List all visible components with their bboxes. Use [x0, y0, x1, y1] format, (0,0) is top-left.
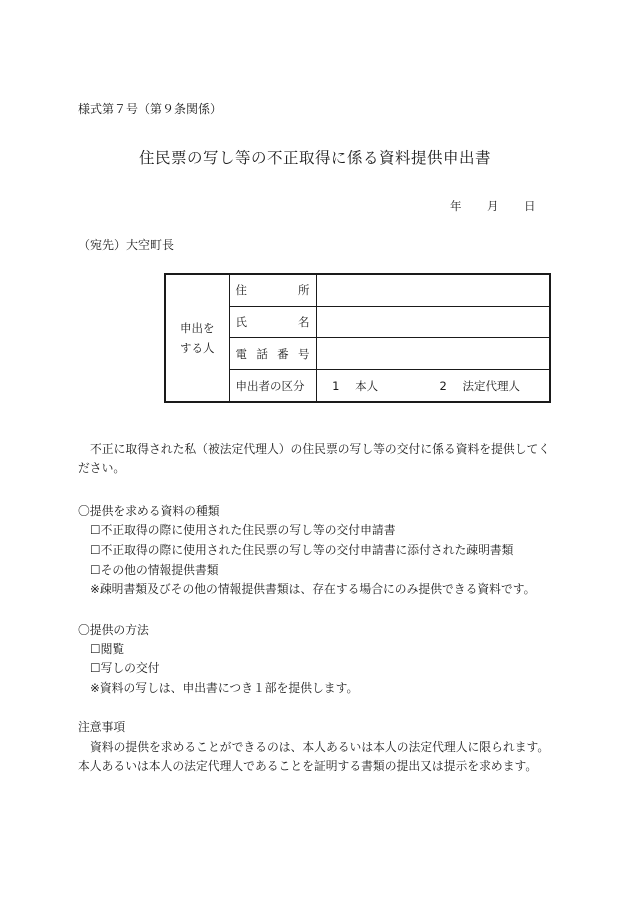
applicant-category-label: 申出者の区分 — [229, 370, 316, 402]
method-note: ※資料の写しは、申出書につき１部を提供します。 — [90, 681, 359, 695]
applicant-row-header — [165, 274, 229, 402]
method-heading: 〇提供の方法 — [78, 623, 149, 637]
applicant-row-header-line1: 申出を — [180, 321, 215, 335]
method-checkbox-item[interactable]: ☐閲覧 — [90, 642, 125, 656]
date-day-label: 日 — [524, 199, 536, 213]
phone-label-char: 号 — [297, 346, 310, 361]
applicant-category-options — [316, 370, 550, 402]
phone-label-char: 話 — [256, 346, 268, 361]
addressee: （宛先）大空町長 — [78, 238, 175, 252]
materials-checkbox-item[interactable]: ☐不正取得の際に使用された住民票の写し等の交付申請書 — [90, 523, 396, 537]
category-option-number: 1 — [332, 378, 340, 393]
notes-heading: 注意事項 — [78, 720, 126, 734]
phone-field[interactable] — [316, 338, 550, 370]
materials-checkbox-item[interactable]: ☐不正取得の際に使用された住民票の写し等の交付申請書に添付された疎明書類 — [90, 543, 514, 557]
address-label — [229, 274, 316, 306]
category-option-self[interactable]: 本人 — [355, 378, 379, 393]
name-field[interactable] — [316, 306, 550, 338]
notes-text: 資料の提供を求めることができるのは、本人あるいは本人の法定代理人に限られます。本人あるいは本人の法定代理人であることを証明する書類の提出又は提示を求めます。 — [78, 740, 550, 773]
address-label-char: 住 — [235, 283, 247, 298]
phone-label-char: 番 — [277, 346, 289, 361]
applicant-row-header-line2: する人 — [180, 341, 215, 355]
method-checkbox-item[interactable]: ☐写しの交付 — [90, 661, 160, 675]
category-option-legal-rep[interactable]: 法定代理人 — [462, 378, 520, 393]
phone-label-char: 電 — [235, 346, 247, 361]
materials-heading: 〇提供を求める資料の種類 — [78, 504, 220, 518]
document-title: 住民票の写し等の不正取得に係る資料提供申出書 — [138, 149, 491, 167]
category-option-number: 2 — [439, 378, 447, 393]
applicant-table — [164, 273, 551, 403]
form-number: 様式第７号（第９条関係） — [78, 102, 223, 116]
materials-checkbox-item[interactable]: ☐その他の情報提供書類 — [90, 563, 219, 577]
address-label-char: 所 — [298, 283, 310, 298]
date-year-label: 年 — [450, 199, 462, 213]
request-text: 不正に取得された私（被法定代理人）の住民票の写し等の交付に係る資料を提供してください。 — [78, 442, 551, 475]
name-label-char: 氏 — [235, 315, 247, 330]
address-field[interactable] — [316, 274, 550, 306]
name-label-char: 名 — [298, 315, 310, 330]
materials-note: ※疎明書類及びその他の情報提供書類は、存在する場合にのみ提供できる資料です。 — [90, 582, 536, 596]
phone-label — [229, 338, 316, 370]
name-label — [229, 306, 316, 338]
date-month-label: 月 — [487, 199, 499, 213]
